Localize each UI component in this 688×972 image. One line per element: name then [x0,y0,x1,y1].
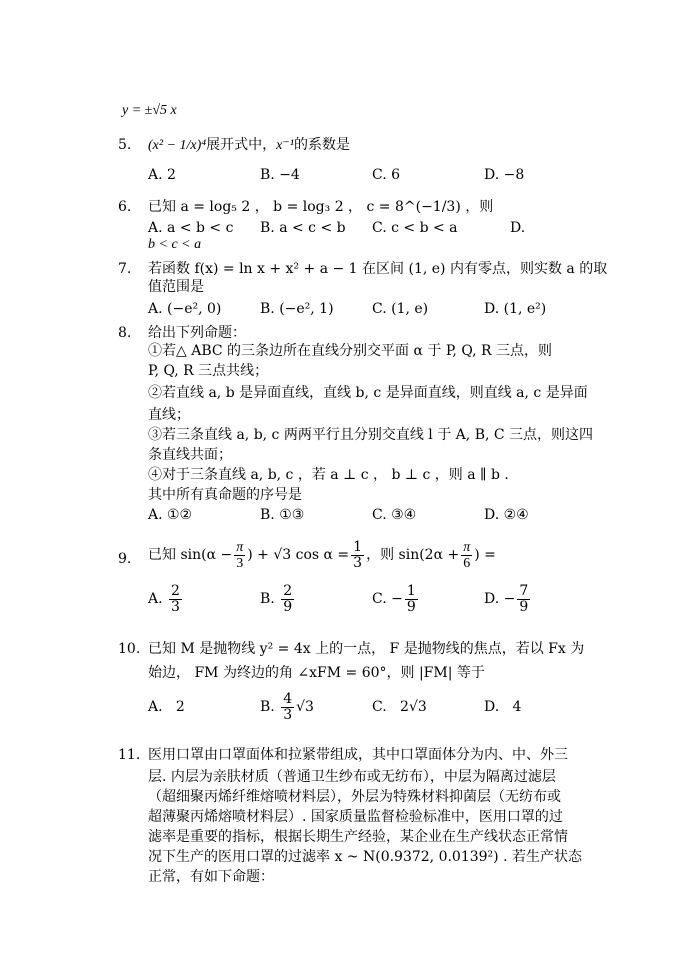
q8-intro: 给出下列命题： [148,325,246,341]
q8-proposition-2a: ②若直线 a, b 是异面直线，直线 b, c 是异面直线，则直线 a, c 是异面 [148,385,588,401]
q5-option-b: B. −4 [260,167,300,183]
q5-end: 的系数是 [293,137,350,153]
q9-option-d-label: D. [484,591,500,607]
q9-option-a [148,582,184,616]
q10-option-d [484,690,521,724]
q9-stem-part-3: ，则 sin(2α + [366,547,460,563]
q9-option-c-sign: − [391,591,403,607]
q7-stem-line-2: 值范围是 [148,279,204,295]
q10-option-c-value: 2√3 [400,699,427,715]
q10-option-b-fraction: $\frac{4}{3}$ [283,690,293,723]
q9-stem [148,538,496,572]
prev-answer-tail: y = ±√5 x [122,103,177,118]
q8-question: 其中所有真命题的序号是 [148,487,302,503]
q8-option-c: C. ③④ [372,507,417,523]
q5-option-a: A. 2 [148,167,176,183]
q10-option-d-label: D. [484,699,500,715]
q8-proposition-3a: ③若三条直线 a, b, c 两两平行且分别交直线 l 于 A, B, C 三点，则这四 [148,427,594,443]
q10-option-a [148,690,185,724]
q10-option-b-label: B. [260,699,275,715]
q11-line-5: 滤率是重要的指标，根据长期生产经验，某企业在生产线状态正常情 [148,829,568,845]
q9-stem-part-2: ) + √3 cos α = [247,547,350,563]
q6-number: 6. [118,199,132,215]
q9-option-b-fraction: $\frac{2}{9}$ [283,582,293,615]
q8-option-d: D. ②④ [484,507,529,523]
q9-fraction-1-3: $\frac{1}{3}$ [353,538,363,571]
q9-option-d [484,582,532,616]
q6-option-b: B. a < c < b [260,220,346,236]
q8-option-a: A. ①② [148,507,193,523]
q9-option-c [372,582,420,616]
q6-option-d-value: b < c < a [148,237,202,252]
q8-proposition-2b: 直线； [148,407,190,423]
q11-line-1: 医用口罩由口罩面体和拉紧带组成，其中口罩面体分为内、中、外三 [148,747,568,763]
q11-line-3: （超细聚丙烯纤维熔喷材料层），外层为特殊材料抑菌层（无纺布或 [148,789,561,805]
q9-option-c-label: C. [372,591,387,607]
q9-option-d-sign: − [503,591,516,607]
q6-option-a: A. a < b < c [148,220,234,236]
q7-stem-line-1: 若函数 f(x) = ln x + x² + a − 1 在区间 (1, e) 内有零点，则实数 a 的取 [148,261,608,277]
q6-option-d: D. [510,220,526,236]
q9-fraction-pi-6: $\frac{\pi}{6}$ [463,539,471,571]
q10-stem-line-2: 始边， FM 为终边的角 ∠xFM = 60°，则 |FM| 等于 [148,665,485,681]
q9-stem-part-1: 已知 sin(α − [148,547,233,563]
q10-stem-line-1: 已知 M 是抛物线 y² = 4x 上的一点， F 是抛物线的焦点，若以 Fx 为 [148,641,585,657]
q10-option-b [260,690,314,724]
q9-option-c-fraction: $\frac{1}{9}$ [406,582,416,615]
q9-option-a-label: A. [148,591,163,607]
q10-option-d-value: 4 [512,699,522,715]
q11-line-7: 正常，有如下命题： [148,869,274,885]
q5-number: 5. [118,137,132,153]
q8-proposition-1a: ①若△ ABC 的三条边所在直线分别交平面 α 于 P, Q, R 三点，则 [148,343,552,359]
q9-stem-part-4: ) = [474,547,496,563]
q10-option-c [372,690,427,724]
q10-option-c-label: C. [372,699,387,715]
q9-option-d-fraction: $\frac{7}{9}$ [519,582,529,615]
q11-number: 11. [118,747,141,763]
q8-option-b: B. ①③ [260,507,305,523]
q9-number: 9. [118,551,132,567]
q7-number: 7. [118,261,132,277]
q11-line-6: 况下生产的医用口罩的过滤率 x ~ N(0.9372, 0.0139²) . 若生产状态 [148,849,582,865]
q8-proposition-3b: 条直线共面； [148,447,232,463]
q5-stem [148,136,350,155]
q9-option-b [260,582,296,616]
q7-option-c: C. (1, e) [372,301,429,317]
q11-line-2: 层. 内层为亲肤材质（普通卫生纱布或无纺布），中层为隔离过滤层 [148,769,556,785]
q7-option-b: B. (−e², 1) [260,301,334,317]
q8-proposition-1b: P, Q, R 三点共线； [148,363,269,379]
q11-line-4: 超薄聚丙烯熔喷材料层）. 国家质量监督检验标准中，医用口罩的过 [148,809,563,825]
q9-option-b-label: B. [260,591,275,607]
q5-option-c: C. 6 [372,167,401,183]
q7-option-d: D. (1, e²) [484,301,547,317]
q9-fraction-pi-3: $\frac{\pi}{3}$ [236,539,244,571]
q10-option-a-label: A. [148,699,163,715]
q5-text: 展开式中， [206,137,277,153]
q9-option-a-fraction: $\frac{2}{3}$ [171,582,180,615]
q10-option-b-root: √3 [296,699,314,715]
q8-number: 8. [118,325,132,341]
q7-option-a: A. (−e², 0) [148,301,222,317]
q10-number: 10. [118,641,141,657]
q5-option-d: D. −8 [484,167,525,183]
q5-term: x⁻¹ [276,138,294,153]
q5-expr: (x² − 1/x)⁴ [148,138,207,153]
q6-option-c: C. c < b < a [372,220,458,236]
q10-option-a-value: 2 [175,699,185,715]
q8-proposition-4: ④对于三条直线 a, b, c ，若 a ⊥ c ， b ⊥ c ，则 a ∥ b . [148,467,509,483]
q6-stem: 已知 a = log₅ 2 ， b = log₃ 2 ， c = 8^(−1/3) ，则 [148,199,494,215]
